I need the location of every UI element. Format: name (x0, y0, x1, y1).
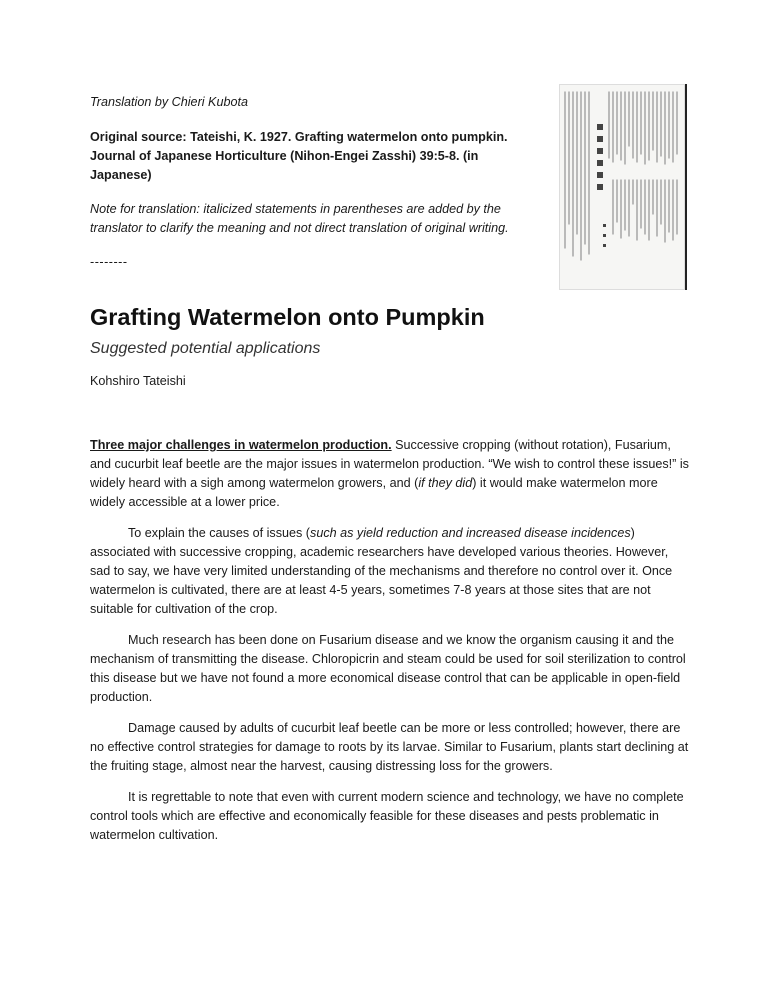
paragraph-3: Much research has been done on Fusarium disease and we know the organism causing it and the mechanism of transmitting the disease. Chloropicrin and steam could be used for soil sterilization to control this disease but we have not found a more economical disease control that can be applicable in open-field production. (90, 633, 686, 704)
translator-credit: Translation by Chieri Kubota (90, 95, 248, 109)
paragraph-2-text-b: ) associated with successive cropping, academic researchers have developed various theories. However, sad to say, we have very limited understanding of the mechanisms and therefore no control over it. Once watermelon is cultivated, there are at least 4-5 years, sometimes 7-8 years at those sites that are not suitable for cultivation of the crop. (90, 526, 673, 616)
separator-dashes: -------- (90, 255, 128, 269)
paragraph-2 (90, 524, 690, 619)
paragraph-4: Damage caused by adults of cucurbit leaf beetle can be more or less controlled; however, there are no effective control strategies for damage to roots by its larvae. Similar to Fusarium, plants start declining at the fruiting stage, almost near the harvest, causing distressing loss for the growers. (90, 721, 689, 773)
source-line-1: Original source: Tateishi, K. 1927. Grafting watermelon onto pumpkin. (90, 130, 508, 144)
scanned-japanese-page-image (559, 84, 687, 290)
paragraph-2-italic: such as yield reduction and increased disease incidences (310, 526, 631, 540)
article-title: Grafting Watermelon onto Pumpkin (90, 304, 485, 330)
paragraph-1-text-a: Successive cropping (without rotation), Fusarium, and cucurbit leaf beetle are the major issues in watermelon production. “We wish to control these issues!” is widely heard with a sigh among watermelon growers, and ( (90, 438, 689, 490)
section-heading: Three major challenges in watermelon production. (90, 438, 392, 452)
article-author: Kohshiro Tateishi (90, 374, 186, 388)
translation-header (90, 93, 530, 272)
paragraph-5: It is regrettable to note that even with current modern science and technology, we have no complete control tools which are effective and economically feasible for these diseases and pests problematic in watermelon cultivation. (90, 790, 684, 842)
paragraph-1-italic: if they did (418, 476, 473, 490)
translation-note: Note for translation: italicized statements in parentheses are added by the translator to clarify the meaning and not direct translation of original writing. (90, 202, 509, 235)
paragraph-1 (90, 436, 690, 512)
original-source-citation (90, 128, 530, 185)
paragraph-1-text-b: ) it would make watermelon more widely accessible at a lower price. (90, 476, 658, 509)
article-subtitle: Suggested potential applications (90, 340, 321, 357)
article-body (90, 436, 690, 857)
paragraph-2-text-a: To explain the causes of issues ( (128, 526, 311, 540)
scan-vertical-text-lines (559, 84, 683, 290)
source-line-2: Journal of Japanese Horticulture (Nihon-Engei Zasshi) 39:5-8. (in Japanese) (90, 149, 479, 182)
